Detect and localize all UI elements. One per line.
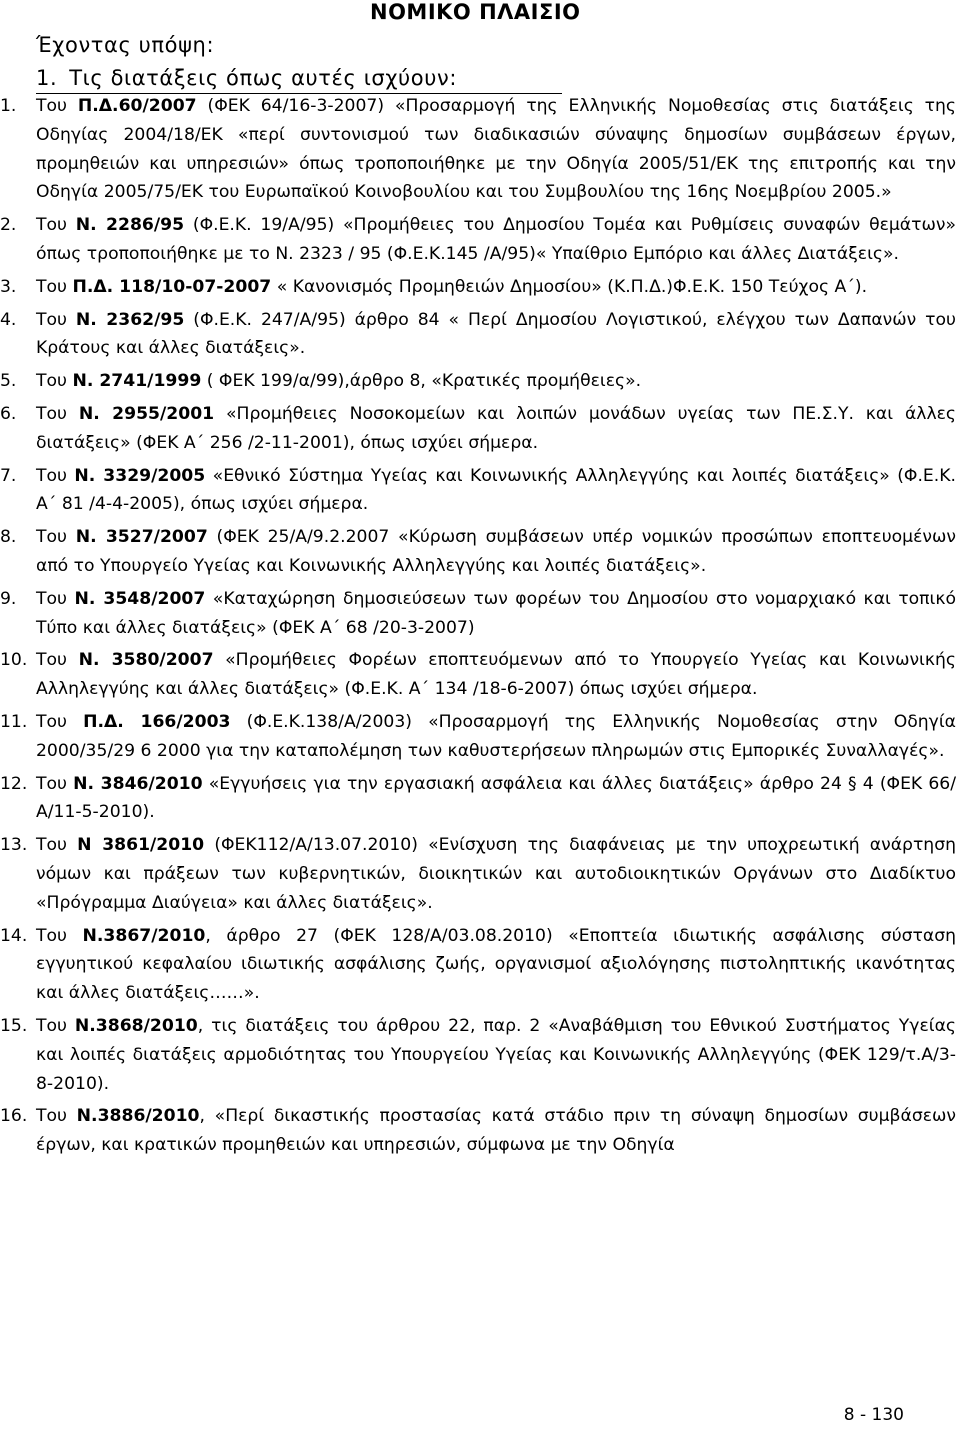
list-item — [0, 922, 960, 1008]
law-reference: Π.Δ. 118/10-07-2007 — [72, 276, 272, 297]
page-title: ΝΟΜΙΚΟ ΠΛΑΙΣΙΟ — [370, 0, 581, 24]
list-item-number: 10. — [0, 650, 28, 671]
intro-heading: Έχοντας υπόψη: — [36, 33, 215, 57]
list-item-text: « Κανονισμός Προμηθειών Δημοσίου» (Κ.Π.Δ.)Φ.Ε.Κ. 150 Τεύχος Α΄). — [271, 276, 868, 297]
list-item — [0, 831, 960, 917]
list-item-text: «Προμήθειες Φορέων εποπτευόμενων από το Υπουργείο Υγείας και Κοινωνικής Αλληλεγγύης και άλλες διατάξεις» (Φ.Ε.Κ. Α΄ 134 /18-6-2007) όπως ισχύει σήμερα. — [36, 650, 956, 700]
list-item-prefix: Του — [36, 588, 75, 609]
list-item-prefix: Του — [36, 925, 83, 946]
list-item — [0, 306, 960, 364]
list-item-text: «Καταχώρηση δημοσιεύσεων των φορέων του Δημοσίου στο νομαρχιακό και τοπικό Τύπο και άλλες διατάξεις» (ΦΕΚ Α΄ 68 /20-3-2007) — [36, 588, 956, 638]
list-item — [0, 211, 960, 269]
list-item — [0, 1102, 960, 1160]
law-reference: Ν 3861/2010 — [77, 835, 205, 856]
law-reference: Ν. 2741/1999 — [72, 371, 202, 392]
list-item-text: (Φ.Ε.Κ.138/Α/2003) «Προσαρμογή της Ελληνικής Νομοθεσίας στην Οδηγία 2000/35/29 6 2000 για την καταπολέμηση των καθυστερήσεων πληρωμών στις Εμπορικές Συναλλαγές». — [36, 711, 956, 761]
list-item-text: (ΦΕΚ 25/Α/9.2.2007 «Κύρωση συμβάσεων υπέρ νομικών προσώπων εποπτευομένων από το Υπουργείο Υγείας και Κοινωνικής Αλληλεγγύης και λοιπές διατάξεις». — [36, 527, 956, 576]
list-item — [0, 367, 960, 396]
list-item-number: 8. — [0, 527, 17, 548]
list-item-number: 15. — [0, 1015, 28, 1036]
law-reference: Ν.3886/2010 — [76, 1106, 200, 1127]
list-item-text: (Φ.Ε.Κ. 247/Α/95) άρθρο 84 « Περί Δημοσίου Λογιστικού, ελέγχου των Δαπανών του Κράτους και άλλες διατάξεις». — [36, 309, 956, 359]
list-item-text: «Εγγυήσεις για την εργασιακή ασφάλεια και άλλες διατάξεις» άρθρο 24 § 4 (ΦΕΚ 66/Α/11-5-2010). — [36, 773, 956, 823]
list-item-text: (Φ.Ε.Κ. 19/Α/95) «Προμήθειες του Δημοσίου Τομέα και Ρυθμίσεις συναφών θεμάτων» όπως τροποποιήθηκε με το Ν. 2323 / 95 (Φ.Ε.Κ.145 /Α/95)« Υπαίθριο Εμπόριο και άλλες Διατάξεις». — [36, 215, 956, 264]
list-item-prefix: Του — [36, 1015, 75, 1036]
list-item-prefix: Του — [36, 309, 76, 330]
intro-sub-text: Τις διατάξεις όπως αυτές ισχύουν: — [69, 66, 458, 90]
legal-framework-list — [0, 92, 960, 1164]
law-reference: Ν. 3580/2007 — [78, 650, 214, 671]
list-item-prefix: Του — [36, 835, 78, 856]
law-reference: Ν.3867/2010 — [82, 925, 206, 946]
list-item-prefix: Του — [36, 371, 73, 392]
list-item-number: 7. — [0, 465, 17, 486]
list-item-prefix: Του — [36, 465, 75, 486]
list-item-prefix: Του — [36, 276, 73, 297]
list-item — [0, 1012, 960, 1098]
list-item-number: 14. — [0, 925, 28, 946]
law-reference: Ν. 3527/2007 — [75, 527, 208, 548]
list-item — [0, 646, 960, 704]
list-item — [0, 523, 960, 581]
list-item — [0, 462, 960, 520]
law-reference: Ν. 3846/2010 — [73, 773, 203, 794]
page-number: 8 - 130 — [843, 1405, 904, 1425]
list-item-prefix: Του — [36, 527, 76, 548]
list-item-prefix: Του — [36, 773, 74, 794]
law-reference: Ν. 3548/2007 — [74, 588, 206, 609]
list-item — [0, 273, 960, 302]
intro-sub-number: 1. — [36, 66, 58, 90]
list-item-text: (ΦΕΚ112/Α/13.07.2010) «Ενίσχυση της διαφάνειας με την υποχρεωτική ανάρτηση νόμων και πράξεων των κυβερνητικών, διοικητικών και αυτοδιοικητικών Οργάνων στο Διαδίκτυο «Πρόγραμμα Διαύγεια» και άλλες διατάξεις». — [36, 835, 956, 913]
list-item-text: , άρθρο 27 (ΦΕΚ 128/Α/03.08.2010) «Εποπτεία ιδιωτικής ασφάλισης σύσταση εγγυητικού κεφαλαίου ιδιωτικής ασφάλισης ζωής, οργανισμοί αξιολόγησης πιστοληπτικής ικανότητας και άλλες διατάξεις……». — [36, 925, 956, 1004]
law-reference: Ν. 3329/2005 — [74, 465, 206, 486]
list-item-text: ( ΦΕΚ 199/α/99),άρθρο 8, «Κρατικές προμήθειες». — [201, 371, 642, 392]
list-item-number: 3. — [0, 276, 17, 297]
list-item-number: 16. — [0, 1106, 28, 1127]
law-reference: Π.Δ. 166/2003 — [83, 711, 231, 732]
list-item-number: 11. — [0, 711, 28, 732]
list-item-number: 2. — [0, 215, 17, 236]
law-reference: Ν. 2955/2001 — [78, 403, 215, 424]
list-item-prefix: Του — [36, 1106, 77, 1127]
list-item — [0, 585, 960, 643]
list-item — [0, 92, 960, 207]
list-item-number: 13. — [0, 835, 28, 856]
law-reference: Ν. 2286/95 — [75, 215, 185, 236]
list-item-number: 6. — [0, 403, 17, 424]
list-item-prefix: Του — [36, 650, 79, 671]
list-item-text: «Προμήθειες Νοσοκομείων και λοιπών μονάδων υγείας των ΠΕ.Σ.Υ. και άλλες διατάξεις» (ΦΕΚ Α΄ 256 /2-11-2001), όπως ισχύει σήμερα. — [36, 403, 956, 453]
list-item-number: 5. — [0, 371, 17, 392]
list-item — [0, 770, 960, 828]
list-item-number: 12. — [0, 773, 28, 794]
law-reference: Ν.3868/2010 — [74, 1015, 198, 1036]
list-item — [0, 708, 960, 766]
list-item-text: (ΦΕΚ 64/16-3-2007) «Προσαρμογή της Ελληνικής Νομοθεσίας στις διατάξεις της Οδηγίας 2004/18/ΕΚ «περί συντονισμού των διαδικασιών σύναψης δημοσίων συμβάσεων έργων, προμηθειών και υπηρεσιών» όπως τροποποιήθηκε με την Οδηγία 2005/51/ΕΚ της επιτροπής και την Οδηγία 2005/75/ΕΚ του Ευρωπαϊκού Κοινοβουλίου και του Συμβουλίου της 16ης Νοεμβρίου 2005.» — [36, 96, 956, 203]
list-item-text: «Εθνικό Σύστημα Υγείας και Κοινωνικής Αλληλεγγύης και λοιπές διατάξεις» (Φ.Ε.Κ. Α΄ 81 /4-4-2005), όπως ισχύει σήμερα. — [36, 465, 956, 515]
list-item-prefix: Του — [36, 215, 76, 236]
list-item-text: , «Περί δικαστικής προστασίας κατά στάδιο πριν τη σύναψη δημοσίων συμβάσεων έργων, και κρατικών προμηθειών και υπηρεσιών, σύμφωνα με την Οδηγία — [36, 1106, 956, 1156]
list-item-prefix: Του — [36, 403, 79, 424]
list-item-number: 9. — [0, 588, 17, 609]
list-item-prefix: Του — [36, 711, 84, 732]
law-reference: Π.Δ.60/2007 — [77, 96, 197, 116]
law-reference: Ν. 2362/95 — [75, 309, 185, 330]
list-item-prefix: Του — [36, 96, 78, 116]
list-item-number: 4. — [0, 309, 17, 330]
list-item-text: , τις διατάξεις του άρθρου 22, παρ. 2 «Αναβάθμιση του Εθνικού Συστήματος Υγείας και λοιπές διατάξεις αρμοδιότητας του Υπουργείου Υγείας και Κοινωνικής Αλληλεγγύης (ΦΕΚ 129/τ.Α/3-8-2010). — [36, 1015, 956, 1094]
list-item — [0, 400, 960, 458]
list-item-number: 1. — [0, 96, 17, 116]
intro-subheading — [36, 66, 457, 90]
